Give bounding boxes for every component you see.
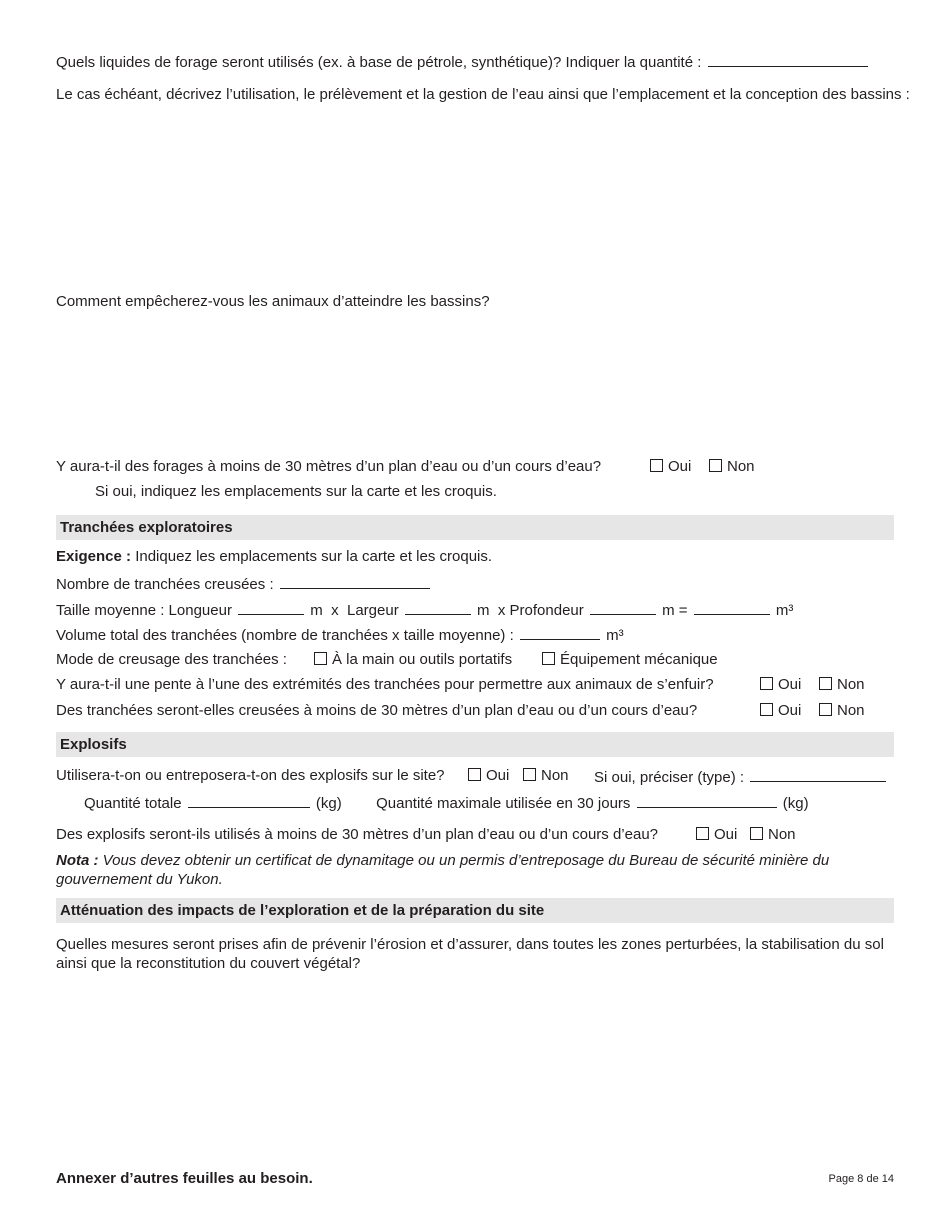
trench-count-field[interactable] [280,574,430,589]
animals-question: Comment empêcherez-vous les animaux d’atteindre les bassins? [56,293,490,310]
width-field[interactable] [405,600,471,615]
checkbox[interactable] [760,703,773,716]
section-header-mitigation: Atténuation des impacts de l’exploration et de la préparation du site [56,898,894,923]
explosives-type-field[interactable] [750,767,886,782]
explosives-qty-row [84,793,809,813]
no-label: Non [768,826,796,843]
nota-block [56,851,886,889]
no-label: Non [837,702,865,719]
mitigation-answer-area[interactable] [56,978,894,1148]
yes-label: Oui [668,458,692,475]
drill-30m-yes[interactable] [650,458,691,476]
mech-label: Équipement mécanique [560,651,718,668]
checkbox[interactable] [314,652,327,665]
slope-yes[interactable] [760,676,801,694]
slope-no[interactable] [819,676,865,694]
no-label: Non [837,676,865,693]
max-qty-field[interactable] [637,793,777,808]
unit-m3: m³ [775,602,794,619]
times-sign: x [331,602,339,619]
dig-mode-label: Mode de creusage des tranchées : [56,651,287,668]
trench-count-row [56,574,432,594]
trench-30m-yes[interactable] [760,702,801,720]
length-label: Taille moyenne : Longueur [56,602,232,619]
checkbox[interactable] [542,652,555,665]
explosives-no[interactable] [523,767,569,785]
explosives-type-row [594,767,888,787]
unit-kg: (kg) [315,795,342,812]
unit-kg: (kg) [782,795,809,812]
mitigation-question: Quelles mesures seront prises afin de prévenir l’érosion et d’assurer, dans toutes les zones perturbées, la stabilisation du sol ainsi que la reconstitution du couvert végétal? [56,936,884,972]
checkbox[interactable] [819,677,832,690]
checkbox[interactable] [760,677,773,690]
no-label: Non [541,767,569,784]
explosives-30m-no[interactable] [750,826,796,844]
footer-attach-note: Annexer d’autres feuilles au besoin. [56,1170,313,1187]
trench-30m-no[interactable] [819,702,865,720]
size-result-field[interactable] [694,600,770,615]
requirement-text: Indiquez les emplacements sur la carte et les croquis. [135,548,493,565]
page-number: Page 8 de 14 [828,1173,894,1185]
unit-m3: m³ [606,627,624,644]
trench-30m-question: Des tranchées seront-elles creusées à moins de 30 mètres d’un plan d’eau ou d’un cours d’eau? [56,702,698,719]
trench-volume-row [56,625,624,645]
dig-mode-mech[interactable] [542,651,718,669]
section-header-explosives: Explosifs [56,732,894,757]
checkbox[interactable] [709,459,722,472]
unit-m: m [310,602,323,619]
type-label: Si oui, préciser (type) : [594,769,745,786]
checkbox[interactable] [819,703,832,716]
width-label: Largeur [346,602,399,619]
dig-mode-hand[interactable] [314,651,512,669]
drill-fluids-row [56,52,870,72]
explosives-yes[interactable] [468,767,509,785]
checkbox[interactable] [523,768,536,781]
equals-sign: m = [662,602,688,619]
depth-label: x Profondeur [497,602,584,619]
total-qty-field[interactable] [188,793,310,808]
explosives-question: Utilisera-t-on ou entreposera-t-on des explosifs sur le site? [56,767,445,784]
requirement-label: Exigence : [56,548,132,565]
hand-label: À la main ou outils portatifs [332,651,513,668]
water-use-answer-area[interactable] [56,110,894,280]
if-yes-map-note: Si oui, indiquez les emplacements sur la carte et les croquis. [95,483,497,500]
yes-label: Oui [486,767,510,784]
nota-label: Nota : [56,852,99,869]
depth-field[interactable] [590,600,656,615]
checkbox[interactable] [750,827,763,840]
animals-answer-area[interactable] [56,318,894,448]
total-qty-label: Quantité totale [84,795,182,812]
drill-30m-question: Y aura-t-il des forages à moins de 30 mètres d’un plan d’eau ou d’un cours d’eau? [56,458,602,475]
explosives-30m-question: Des explosifs seront-ils utilisés à moins de 30 mètres d’un plan d’eau ou d’un cours d’eau? [56,826,658,843]
drill-30m-no[interactable] [709,458,755,476]
max-qty-label: Quantité maximale utilisée en 30 jours [376,795,631,812]
yes-label: Oui [778,676,802,693]
unit-m: m [477,602,490,619]
section-header-trenches: Tranchées exploratoires [56,515,894,540]
checkbox[interactable] [650,459,663,472]
water-use-question: Le cas échéant, décrivez l’utilisation, le prélèvement et la gestion de l’eau ainsi que l’emplacement et la conception des bassins : [56,86,910,103]
yes-label: Oui [714,826,738,843]
trench-count-label: Nombre de tranchées creusées : [56,576,274,593]
requirement-row [56,548,492,566]
no-label: Non [727,458,755,475]
checkbox[interactable] [468,768,481,781]
volume-field[interactable] [520,625,600,640]
checkbox[interactable] [696,827,709,840]
drill-fluids-question: Quels liquides de forage seront utilisés (ex. à base de pétrole, synthétique)? Indiquer la quantité : [56,54,702,71]
slope-question: Y aura-t-il une pente à l’une des extrémités des tranchées pour permettre aux animaux de s’enfuir? [56,676,714,693]
yes-label: Oui [778,702,802,719]
volume-label: Volume total des tranchées (nombre de tranchées x taille moyenne) : [56,627,514,644]
nota-text: Vous devez obtenir un certificat de dynamitage ou un permis d’entreposage du Bureau de sécurité minière du gouvernement du Yukon. [56,852,830,888]
length-field[interactable] [238,600,304,615]
explosives-30m-yes[interactable] [696,826,737,844]
trench-size-row [56,600,793,620]
drill-fluids-field[interactable] [708,52,868,67]
